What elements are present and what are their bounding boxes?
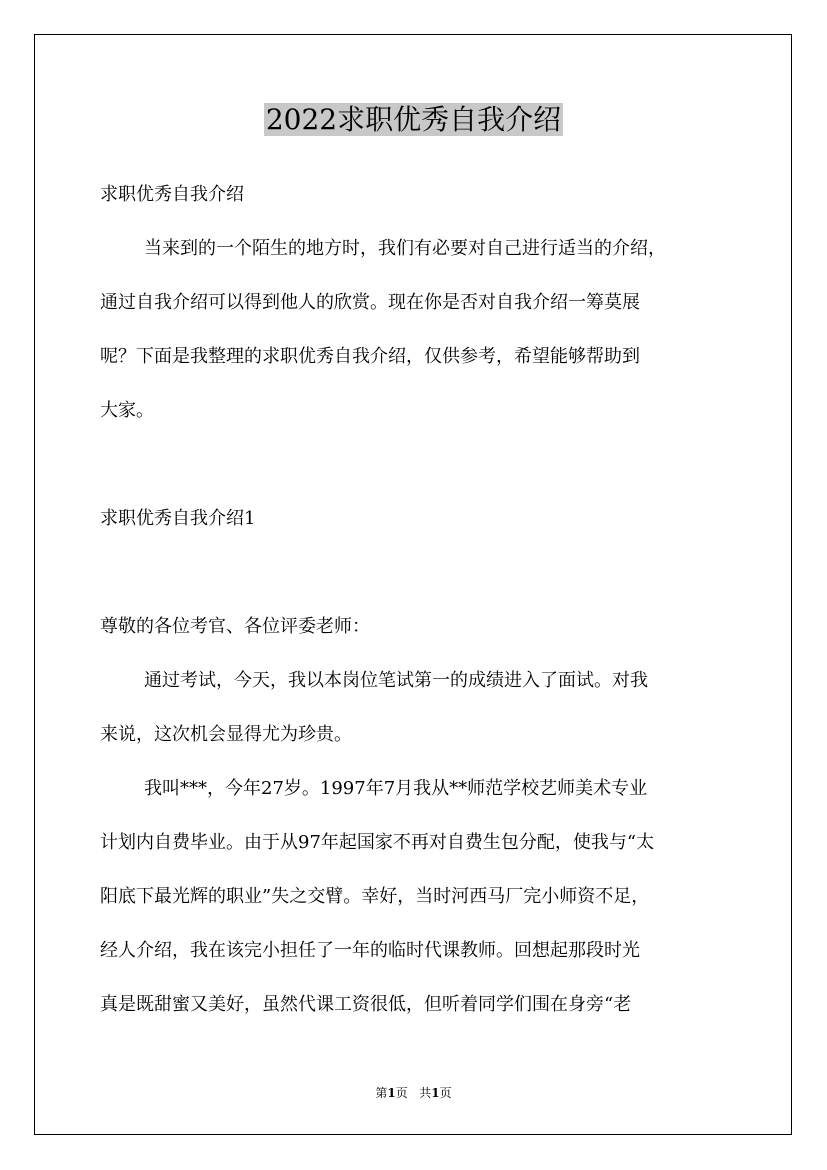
paragraph-line: 我叫***，今年27岁。1997年7月我从**师范学校艺师美术专业 (144, 778, 648, 799)
section-heading: 求职优秀自我介绍 (100, 184, 244, 205)
document-title (0, 100, 827, 140)
section-heading: 求职优秀自我介绍1 (100, 508, 256, 529)
total-pages: 1 (431, 1086, 440, 1100)
paragraph-line: 通过自我介绍可以得到他人的欣赏。现在你是否对自我介绍一筹莫展 (100, 292, 640, 313)
total-label-prefix: 共 (419, 1086, 432, 1100)
blank-line (100, 546, 740, 600)
blank-line (100, 438, 740, 492)
paragraph-line: 计划内自费毕业。由于从97年起国家不再对自费生包分配，使我与“太 (100, 832, 655, 853)
paragraph-line: 阳底下最光辉的职业”失之交臂。幸好，当时河西马厂完小师资不足， (100, 886, 650, 907)
paragraph-line: 经人介绍，我在该完小担任了一年的临时代课教师。回想起那段时光 (100, 940, 640, 961)
page-label-prefix: 第 (375, 1086, 388, 1100)
page-footer (0, 1084, 827, 1102)
paragraph-line: 真是既甜蜜又美好，虽然代课工资很低，但听着同学们围在身旁“老 (100, 994, 632, 1015)
paragraph-line: 大家。 (100, 400, 154, 421)
page-label-suffix: 页 (395, 1086, 408, 1100)
total-label-suffix: 页 (439, 1086, 452, 1100)
paragraph-line: 当来到的一个陌生的地方时，我们有必要对自己进行适当的介绍， (144, 238, 666, 259)
page-number: 1 (387, 1086, 396, 1100)
paragraph-line: 呢？下面是我整理的求职优秀自我介绍，仅供参考，希望能够帮助到 (100, 346, 640, 367)
salutation: 尊敬的各位考官、各位评委老师： (100, 616, 370, 637)
paragraph-line: 来说，这次机会显得尤为珍贵。 (100, 724, 352, 745)
paragraph-line: 通过考试，今天，我以本岗位笔试第一的成绩进入了面试。对我 (144, 670, 648, 691)
document-title-text: 2022求职优秀自我介绍 (265, 103, 562, 136)
document-body (100, 168, 740, 1032)
